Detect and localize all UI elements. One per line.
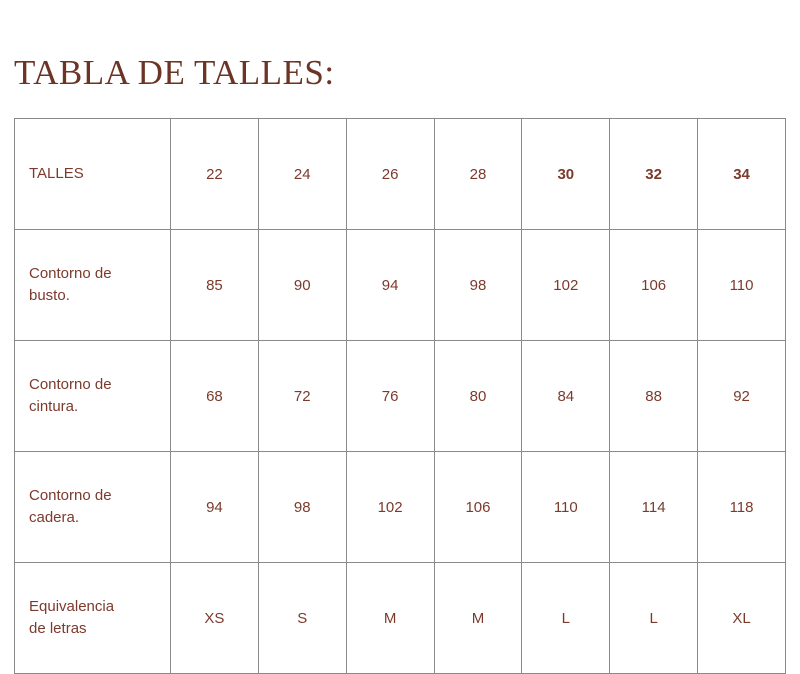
size-header-28: 28: [434, 119, 522, 230]
cell-busto-24: 90: [258, 230, 346, 341]
size-header-32: 32: [610, 119, 698, 230]
table-row: [15, 452, 786, 563]
cell-busto-22: 85: [171, 230, 259, 341]
size-header-22: 22: [171, 119, 259, 230]
cell-letras-34: XL: [698, 563, 786, 674]
size-header-34: 34: [698, 119, 786, 230]
cell-cintura-26: 76: [346, 341, 434, 452]
cell-cadera-24: 98: [258, 452, 346, 563]
row-header-cadera: [15, 452, 171, 563]
cell-letras-28: M: [434, 563, 522, 674]
cell-busto-30: 102: [522, 230, 610, 341]
cell-busto-28: 98: [434, 230, 522, 341]
row-header-cintura-line2: cintura.: [29, 398, 79, 415]
cell-letras-24: S: [258, 563, 346, 674]
cell-cadera-30: 110: [522, 452, 610, 563]
page-title: TABLA DE TALLES:: [14, 53, 335, 92]
cell-letras-22: XS: [171, 563, 259, 674]
cell-cintura-30: 84: [522, 341, 610, 452]
cell-cadera-32: 114: [610, 452, 698, 563]
row-header-busto-line1: Contorno de: [29, 265, 112, 283]
table-row: [15, 119, 786, 230]
cell-letras-26: M: [346, 563, 434, 674]
size-table: [14, 118, 786, 674]
cell-letras-30: L: [522, 563, 610, 674]
row-header-busto: [15, 230, 171, 341]
cell-cintura-34: 92: [698, 341, 786, 452]
cell-letras-32: L: [610, 563, 698, 674]
cell-cadera-34: 118: [698, 452, 786, 563]
size-header-30: 30: [522, 119, 610, 230]
size-header-24: 24: [258, 119, 346, 230]
row-header-cintura-line1: Contorno de: [29, 376, 112, 394]
cell-busto-34: 110: [698, 230, 786, 341]
table-row: [15, 341, 786, 452]
cell-cadera-22: 94: [171, 452, 259, 563]
row-header-talles: TALLES: [15, 119, 171, 230]
size-table-container: [14, 118, 786, 674]
cell-cadera-28: 106: [434, 452, 522, 563]
size-header-26: 26: [346, 119, 434, 230]
cell-busto-32: 106: [610, 230, 698, 341]
table-row: [15, 563, 786, 674]
row-header-equivalencia-line1: Equivalencia: [29, 598, 115, 616]
row-header-cadera-line2: cadera.: [29, 509, 80, 526]
row-header-equivalencia: [15, 563, 171, 674]
row-header-cintura: [15, 341, 171, 452]
cell-cintura-32: 88: [610, 341, 698, 452]
table-row: [15, 230, 786, 341]
cell-cintura-22: 68: [171, 341, 259, 452]
row-header-cadera-line1: Contorno de: [29, 487, 112, 505]
cell-cintura-24: 72: [258, 341, 346, 452]
row-header-equivalencia-line2: de letras: [29, 620, 87, 637]
cell-cintura-28: 80: [434, 341, 522, 452]
cell-busto-26: 94: [346, 230, 434, 341]
row-header-busto-line2: busto.: [29, 287, 70, 304]
cell-cadera-26: 102: [346, 452, 434, 563]
